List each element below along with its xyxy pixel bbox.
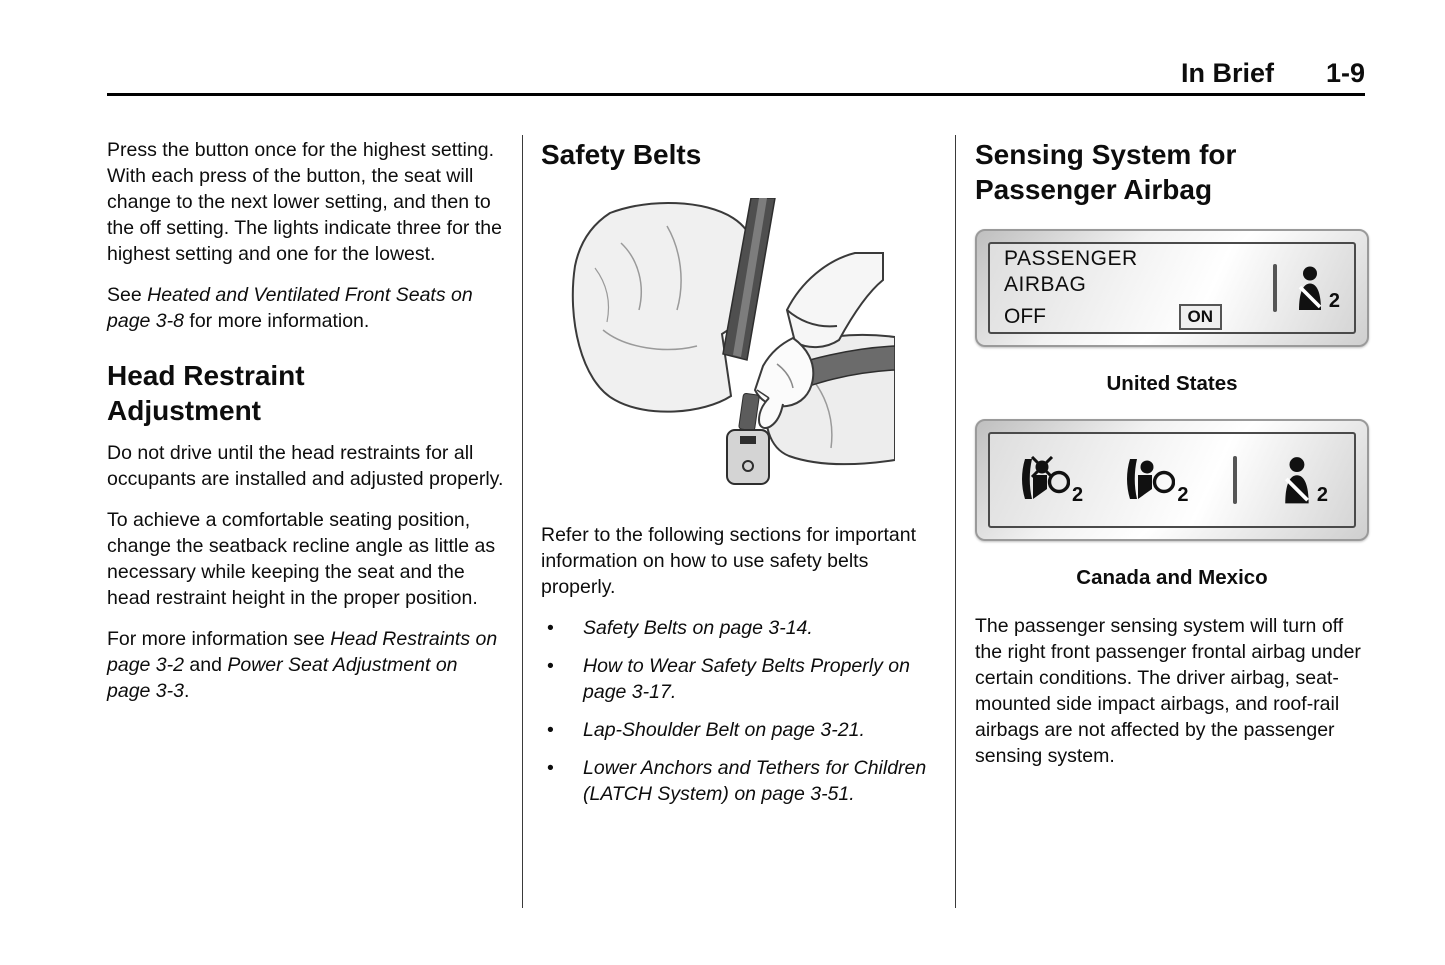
text-run: and [183,654,228,676]
safety-belt-reference-list [541,615,934,807]
column-left [107,137,505,719]
caption-canada-mexico: Canada and Mexico [1076,566,1268,589]
page-header [107,58,1365,89]
seatbelt-reminder-icon-group [1281,456,1328,504]
cross-reference: Head Restraints on page 3-2 [107,628,498,676]
cross-reference: How to Wear Safety Belts Properly on page 3-17. [583,655,910,703]
cross-reference: Lap-Shoulder Belt on page 3-21. [583,719,865,741]
heading-sensing-system: Sensing System for Passenger Airbag [975,139,1237,205]
cross-reference: Heated and Ventilated Front Seats on page 3-8 [107,284,473,332]
header-rule [107,93,1365,96]
paragraph: Press the button once for the highest setting. With each press of the button, the seat will change to the next lower setting, and then to the off setting. The lights indicate three for the highest setting and one for the lowest. [107,139,502,265]
list-item [541,717,934,743]
passenger-airbag-status-display-ca [975,419,1369,541]
cross-reference: Safety Belts on page 3-14. [583,617,813,639]
display-panel [988,432,1356,528]
text-run: for more information. [183,310,370,332]
seatbelt-illustration-svg [555,198,895,498]
seatbelt-icon [1281,456,1315,504]
cross-reference: Power Seat Adjustment on page 3-3 [107,654,458,702]
heading-safety-belts: Safety Belts [541,139,702,170]
icon-subscript: 2 [1072,484,1084,506]
display-divider [1273,264,1277,312]
column-right [975,137,1369,784]
safety-belt-buckling-illustration [555,198,934,498]
airbag-off-icon [1016,456,1070,504]
off-label: OFF [1004,305,1046,328]
airbag-off-icon-group [1016,456,1083,504]
list-item [541,755,934,807]
text-run: For more information see [107,628,331,650]
list-item [541,615,934,641]
icon-subscript: 2 [1316,484,1328,506]
section-title: In Brief [1180,58,1274,88]
caption-united-states: United States [1106,372,1238,395]
paragraph [107,626,505,704]
passenger-airbag-label: PASSENGER AIRBAG [1004,247,1138,296]
heading-head-restraint-adjustment: Head Restraint Adjustment [107,360,305,426]
seatbelt-icon [1295,266,1327,310]
paragraph: Refer to the following sections for important information on how to use safety belts properly. [541,524,917,598]
cross-reference: Lower Anchors and Tethers for Children (LATCH System) on page 3-51. [583,757,927,805]
bullet-marker: • [547,617,554,639]
display-divider [1233,456,1237,504]
bullet-marker: • [547,655,554,677]
text-run: See [107,284,148,306]
seatbelt-reminder-icon-group [1295,266,1340,310]
bullet-marker: • [547,757,554,779]
airbag-on-icon [1121,456,1175,504]
display-panel [988,242,1356,334]
bullet-marker: • [547,719,554,741]
column-divider-2 [955,135,956,908]
paragraph: The passenger sensing system will turn off the right front passenger frontal airbag under certain conditions. The driver airbag, seat-mounted side impact airbags, and roof-rail airbags are not affected by the passenger sensing system. [975,615,1361,767]
icon-subscript: 2 [1328,290,1340,312]
column-middle [541,137,934,819]
passenger-airbag-status-display-us [975,229,1369,347]
paragraph [107,282,505,334]
paragraph: To achieve a comfortable seating position, change the seatback recline angle as little as necessary while keeping the seat and the head restraint height in the proper position. [107,509,496,609]
page-number: 1-9 [1325,58,1365,88]
icon-subscript: 2 [1177,484,1189,506]
airbag-on-icon-group [1121,456,1188,504]
column-divider-1 [522,135,523,908]
text-run: . [183,680,190,702]
on-indicator: ON [1179,304,1223,330]
display-text-block [1004,246,1222,330]
paragraph: Do not drive until the head restraints for all occupants are installed and adjusted properly. [107,442,504,490]
list-item [541,653,934,705]
